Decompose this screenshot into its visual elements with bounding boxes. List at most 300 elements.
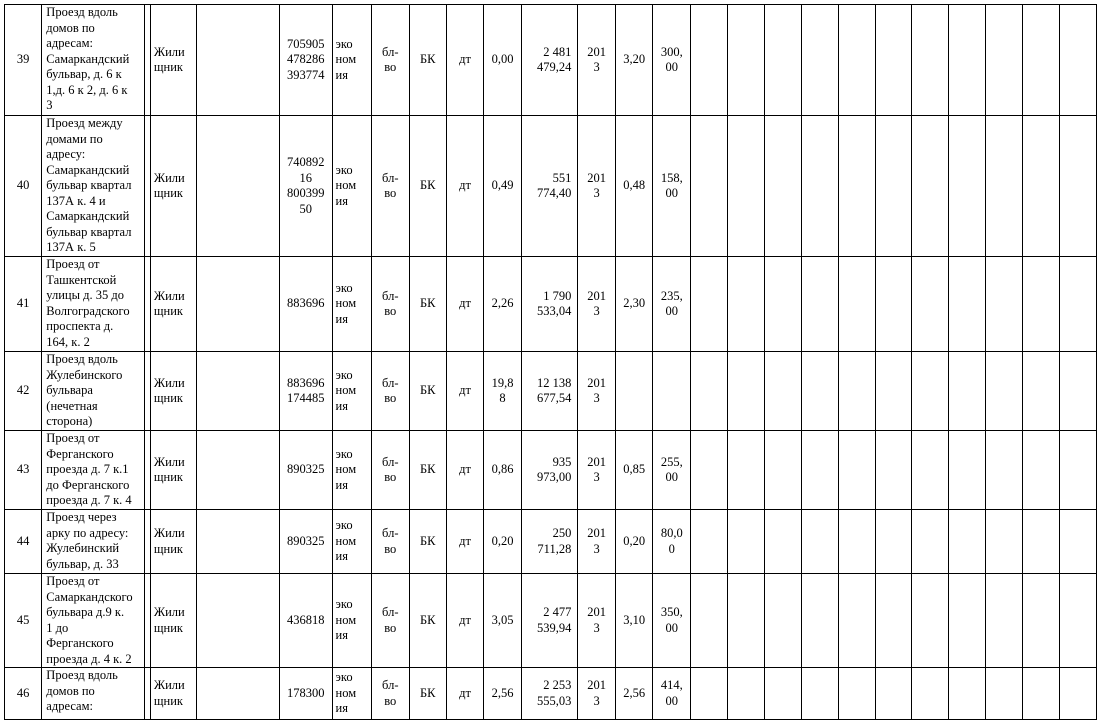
value-1-text: 0,00 (491, 52, 514, 67)
road-description (42, 431, 145, 510)
economy-cell (332, 431, 372, 510)
value-1 (484, 116, 522, 257)
empty-cell (196, 5, 279, 116)
value-1 (484, 431, 522, 510)
object-id (279, 668, 332, 720)
empty-cell (838, 352, 875, 431)
owner-cell-text: Жили щник (153, 375, 185, 405)
object-id-text: 890325 (286, 462, 325, 477)
economy-cell (332, 668, 372, 720)
empty-cell (986, 352, 1023, 431)
value-2-text: 3,10 (623, 612, 646, 627)
empty-cell (949, 5, 986, 116)
empty-cell (875, 116, 912, 257)
owner-cell-text: Жили щник (153, 288, 185, 318)
empty-cell (764, 257, 801, 352)
value-2-text: 2,56 (623, 685, 646, 700)
empty-cell (764, 668, 801, 720)
value-3 (653, 257, 691, 352)
bk-cell (409, 116, 446, 257)
empty-cell (1060, 668, 1097, 720)
empty-cell (801, 574, 838, 668)
empty-cell (1023, 431, 1060, 510)
year-cell (578, 668, 616, 720)
row-number (5, 257, 42, 352)
improvement-cell (372, 668, 409, 720)
table-row (5, 510, 1097, 574)
value-3 (653, 668, 691, 720)
owner-cell (150, 5, 196, 116)
row-number (5, 574, 42, 668)
empty-cell (196, 668, 279, 720)
empty-cell (1060, 510, 1097, 574)
empty-cell (875, 574, 912, 668)
row-number (5, 431, 42, 510)
economy-cell-text: эко ном ия (335, 36, 357, 82)
economy-cell (332, 5, 372, 116)
empty-cell (912, 5, 949, 116)
value-2 (615, 352, 653, 431)
road-description (42, 116, 145, 257)
empty-cell (875, 257, 912, 352)
empty-cell (691, 5, 728, 116)
object-id-text: 883696 (286, 296, 325, 311)
object-id (279, 431, 332, 510)
value-3-text: 350, 00 (660, 605, 683, 635)
empty-cell (728, 5, 765, 116)
table-row (5, 574, 1097, 668)
empty-cell (196, 116, 279, 257)
row-number-text: 42 (16, 383, 30, 398)
empty-cell (1023, 116, 1060, 257)
empty-cell (986, 257, 1023, 352)
year-cell (578, 257, 616, 352)
value-1-text: 2,26 (491, 296, 514, 311)
empty-cell (691, 574, 728, 668)
year-cell-text: 201 3 (587, 170, 606, 200)
improvement-cell-text: бл- во (382, 375, 399, 405)
owner-cell-text: Жили щник (153, 526, 185, 556)
bk-cell (409, 257, 446, 352)
economy-cell (332, 116, 372, 257)
empty-cell (949, 668, 986, 720)
empty-cell (838, 116, 875, 257)
improvement-cell-text: бл- во (382, 170, 399, 200)
economy-cell (332, 574, 372, 668)
economy-cell-text: эко ном ия (335, 597, 357, 643)
empty-cell (764, 574, 801, 668)
road-description (42, 574, 145, 668)
empty-cell (875, 668, 912, 720)
row-number-text: 44 (16, 533, 30, 548)
bk-cell (409, 574, 446, 668)
value-3 (653, 5, 691, 116)
empty-cell (691, 510, 728, 574)
year-cell-text: 201 3 (587, 454, 606, 484)
owner-cell-text: Жили щник (153, 605, 185, 635)
improvement-cell (372, 116, 409, 257)
empty-cell (801, 257, 838, 352)
bk-cell (409, 510, 446, 574)
bk-cell-text: БК (419, 612, 436, 627)
value-2 (615, 257, 653, 352)
table-row (5, 5, 1097, 116)
empty-cell (949, 116, 986, 257)
empty-cell (764, 116, 801, 257)
road-description (42, 510, 145, 574)
empty-cell (1023, 668, 1060, 720)
empty-cell (764, 5, 801, 116)
row-number (5, 352, 42, 431)
owner-cell (150, 574, 196, 668)
road-description (42, 668, 145, 720)
empty-cell (196, 431, 279, 510)
economy-cell (332, 510, 372, 574)
value-1-text: 0,86 (491, 462, 514, 477)
dt-cell-text: дт (459, 612, 471, 627)
empty-cell (728, 668, 765, 720)
value-2-text: 2,30 (623, 296, 646, 311)
value-3-text: 414, 00 (660, 678, 683, 708)
amount-cell-text: 250 711,28 (537, 526, 572, 556)
year-cell (578, 510, 616, 574)
value-1 (484, 668, 522, 720)
bk-cell (409, 5, 446, 116)
object-id-text: 436818 (286, 612, 325, 627)
amount-cell (521, 5, 578, 116)
dt-cell-text: дт (459, 52, 471, 67)
empty-cell (949, 257, 986, 352)
improvement-cell-text: бл- во (382, 526, 399, 556)
amount-cell (521, 574, 578, 668)
road-description (42, 352, 145, 431)
table-row (5, 431, 1097, 510)
object-id (279, 116, 332, 257)
year-cell-text: 201 3 (587, 44, 606, 74)
row-number-text: 41 (16, 296, 30, 311)
empty-cell (728, 116, 765, 257)
year-cell (578, 352, 616, 431)
empty-cell (764, 352, 801, 431)
row-number-text: 43 (16, 462, 30, 477)
value-1-text: 0,49 (491, 178, 514, 193)
amount-cell (521, 510, 578, 574)
empty-cell (691, 116, 728, 257)
dt-cell-text: дт (459, 685, 471, 700)
empty-cell (912, 116, 949, 257)
amount-cell-text: 935 973,00 (536, 454, 572, 484)
empty-cell (801, 5, 838, 116)
economy-cell-text: эко ном ия (335, 670, 357, 716)
table-row (5, 352, 1097, 431)
dt-cell-text: дт (459, 178, 471, 193)
empty-cell (1023, 352, 1060, 431)
owner-cell (150, 257, 196, 352)
economy-cell-text: эко ном ия (335, 446, 357, 492)
improvement-cell (372, 431, 409, 510)
empty-cell (986, 510, 1023, 574)
empty-cell (764, 510, 801, 574)
value-3 (653, 574, 691, 668)
year-cell-text: 201 3 (587, 526, 606, 556)
year-cell-text: 201 3 (587, 375, 606, 405)
economy-cell (332, 352, 372, 431)
empty-cell (986, 431, 1023, 510)
value-2-text: 0,20 (623, 533, 646, 548)
value-1 (484, 510, 522, 574)
bk-cell-text: БК (419, 462, 436, 477)
empty-cell (986, 574, 1023, 668)
row-number (5, 510, 42, 574)
improvement-cell (372, 352, 409, 431)
table-row (5, 668, 1097, 720)
year-cell (578, 5, 616, 116)
bk-cell (409, 668, 446, 720)
empty-cell (912, 257, 949, 352)
empty-cell (838, 574, 875, 668)
row-number (5, 5, 42, 116)
value-2 (615, 574, 653, 668)
owner-cell-text: Жили щник (153, 170, 185, 200)
economy-cell (332, 257, 372, 352)
value-3-text: 235, 00 (660, 288, 683, 318)
economy-cell-text: эко ном ия (335, 518, 357, 564)
value-1-text: 19,8 8 (491, 375, 514, 405)
bk-cell-text: БК (419, 296, 436, 311)
empty-cell (875, 431, 912, 510)
amount-cell (521, 431, 578, 510)
row-number (5, 668, 42, 720)
value-3 (653, 352, 691, 431)
improvement-cell (372, 5, 409, 116)
empty-cell (1023, 5, 1060, 116)
empty-cell (912, 574, 949, 668)
value-2 (615, 5, 653, 116)
empty-cell (691, 668, 728, 720)
year-cell (578, 431, 616, 510)
dt-cell-text: дт (459, 533, 471, 548)
year-cell (578, 574, 616, 668)
road-description-text: Проезд от Ферганского проезда д. 7 к.1 до Ферганского проезда д. 7 к. 4 (46, 431, 132, 507)
empty-cell (912, 431, 949, 510)
empty-cell (949, 431, 986, 510)
improvement-cell-text: бл- во (382, 44, 399, 74)
empty-cell (728, 510, 765, 574)
dt-cell (446, 116, 483, 257)
row-number-text: 45 (16, 612, 30, 627)
empty-cell (1060, 5, 1097, 116)
row-number-text: 39 (16, 52, 30, 67)
empty-cell (1060, 574, 1097, 668)
empty-cell (196, 257, 279, 352)
empty-cell (1023, 510, 1060, 574)
amount-cell-text: 12 138 677,54 (536, 375, 572, 405)
dt-cell (446, 5, 483, 116)
bk-cell-text: БК (419, 52, 436, 67)
year-cell-text: 201 3 (587, 605, 606, 635)
empty-cell (801, 510, 838, 574)
owner-cell-text: Жили щник (153, 678, 185, 708)
empty-cell (838, 257, 875, 352)
road-description-text: Проезд от Ташкентской улицы д. 35 до Волгоградского проспекта д. 164, к. 2 (46, 257, 130, 349)
bk-cell-text: БК (419, 533, 436, 548)
amount-cell-text: 1 790 533,04 (536, 288, 572, 318)
dt-cell (446, 510, 483, 574)
value-3-text: 158, 00 (660, 170, 683, 200)
empty-cell (1060, 431, 1097, 510)
empty-cell (986, 5, 1023, 116)
value-2-text: 3,20 (623, 52, 646, 67)
improvement-cell-text: бл- во (382, 288, 399, 318)
road-description-text: Проезд от Самаркандского бульвара д.9 к. 1 до Ферганского проезда д. 4 к. 2 (46, 574, 133, 666)
value-1-text: 0,20 (491, 533, 514, 548)
object-id (279, 5, 332, 116)
empty-cell (838, 431, 875, 510)
empty-cell (838, 510, 875, 574)
dt-cell (446, 257, 483, 352)
owner-cell (150, 668, 196, 720)
dt-cell (446, 668, 483, 720)
improvement-cell-text: бл- во (382, 678, 399, 708)
road-description-text: Проезд между домами по адресу: Самаркандский бульвар квартал 137А к. 4 и Самаркандский бульвар квартал 137А к. 5 (46, 116, 132, 254)
dt-cell (446, 431, 483, 510)
empty-cell (986, 668, 1023, 720)
empty-cell (912, 668, 949, 720)
year-cell-text: 201 3 (587, 678, 606, 708)
value-3 (653, 431, 691, 510)
value-3-text: 80,0 0 (660, 526, 683, 556)
improvement-cell-text: бл- во (382, 605, 399, 635)
road-table (4, 4, 1097, 720)
bk-cell-text: БК (419, 383, 436, 398)
value-2 (615, 431, 653, 510)
empty-cell (1023, 257, 1060, 352)
empty-cell (875, 352, 912, 431)
amount-cell (521, 257, 578, 352)
value-2-text: 0,85 (623, 462, 646, 477)
road-description-text: Проезд вдоль домов по адресам: (46, 668, 118, 713)
empty-cell (691, 257, 728, 352)
amount-cell-text: 2 481 479,24 (536, 44, 572, 74)
object-id-text: 705905 478286 393774 (286, 36, 325, 82)
dt-cell (446, 352, 483, 431)
economy-cell-text: эко ном ия (335, 280, 357, 326)
empty-cell (691, 352, 728, 431)
empty-cell (691, 431, 728, 510)
value-1 (484, 352, 522, 431)
dt-cell-text: дт (459, 383, 471, 398)
improvement-cell (372, 574, 409, 668)
object-id-text: 883696 174485 (286, 375, 325, 405)
value-2 (615, 510, 653, 574)
empty-cell (986, 116, 1023, 257)
empty-cell (1060, 352, 1097, 431)
empty-cell (912, 352, 949, 431)
value-3-text: 300, 00 (660, 44, 683, 74)
bk-cell (409, 431, 446, 510)
road-description-text: Проезд вдоль Жулебинского бульвара (нечетная сторона) (46, 352, 123, 428)
owner-cell (150, 510, 196, 574)
bk-cell-text: БК (419, 685, 436, 700)
value-1-text: 3,05 (491, 612, 514, 627)
value-1 (484, 5, 522, 116)
value-1 (484, 574, 522, 668)
empty-cell (196, 510, 279, 574)
owner-cell (150, 431, 196, 510)
owner-cell-text: Жили щник (153, 44, 185, 74)
empty-cell (728, 574, 765, 668)
economy-cell-text: эко ном ия (335, 367, 357, 413)
empty-cell (912, 510, 949, 574)
object-id (279, 574, 332, 668)
empty-cell (196, 352, 279, 431)
dt-cell-text: дт (459, 462, 471, 477)
empty-cell (949, 510, 986, 574)
amount-cell-text: 2 477 539,94 (536, 605, 572, 635)
value-3-text: 255, 00 (660, 454, 683, 484)
row-number (5, 116, 42, 257)
dt-cell (446, 574, 483, 668)
object-id-text: 890325 (286, 533, 325, 548)
object-id-text: 740892 16 800399 50 (286, 155, 325, 216)
year-cell (578, 116, 616, 257)
empty-cell (875, 510, 912, 574)
empty-cell (801, 352, 838, 431)
value-1 (484, 257, 522, 352)
row-number-text: 40 (16, 178, 30, 193)
object-id (279, 257, 332, 352)
empty-cell (764, 431, 801, 510)
improvement-cell (372, 257, 409, 352)
empty-cell (949, 352, 986, 431)
object-id (279, 352, 332, 431)
value-3 (653, 510, 691, 574)
value-2 (615, 668, 653, 720)
road-description (42, 5, 145, 116)
road-description (42, 257, 145, 352)
road-description-text: Проезд вдоль домов по адресам: Самаркандский бульвар, д. 6 к 1,д. 6 к 2, д. 6 к 3 (46, 5, 130, 112)
empty-cell (728, 257, 765, 352)
empty-cell (801, 116, 838, 257)
table-row (5, 257, 1097, 352)
amount-cell (521, 116, 578, 257)
dt-cell-text: дт (459, 296, 471, 311)
empty-cell (801, 668, 838, 720)
amount-cell (521, 668, 578, 720)
empty-cell (728, 431, 765, 510)
owner-cell (150, 352, 196, 431)
empty-cell (1060, 116, 1097, 257)
improvement-cell (372, 510, 409, 574)
improvement-cell-text: бл- во (382, 454, 399, 484)
empty-cell (838, 5, 875, 116)
road-description-text: Проезд через арку по адресу: Жулебинский бульвар, д. 33 (46, 510, 129, 571)
row-number-text: 46 (16, 685, 30, 700)
bk-cell (409, 352, 446, 431)
empty-cell (1023, 574, 1060, 668)
empty-cell (196, 574, 279, 668)
empty-cell (801, 431, 838, 510)
empty-cell (838, 668, 875, 720)
empty-cell (875, 5, 912, 116)
value-1-text: 2,56 (491, 685, 514, 700)
empty-cell (728, 352, 765, 431)
amount-cell-text: 551 774,40 (536, 170, 572, 200)
amount-cell (521, 352, 578, 431)
amount-cell-text: 2 253 555,03 (536, 678, 572, 708)
table-row (5, 116, 1097, 257)
value-3 (653, 116, 691, 257)
